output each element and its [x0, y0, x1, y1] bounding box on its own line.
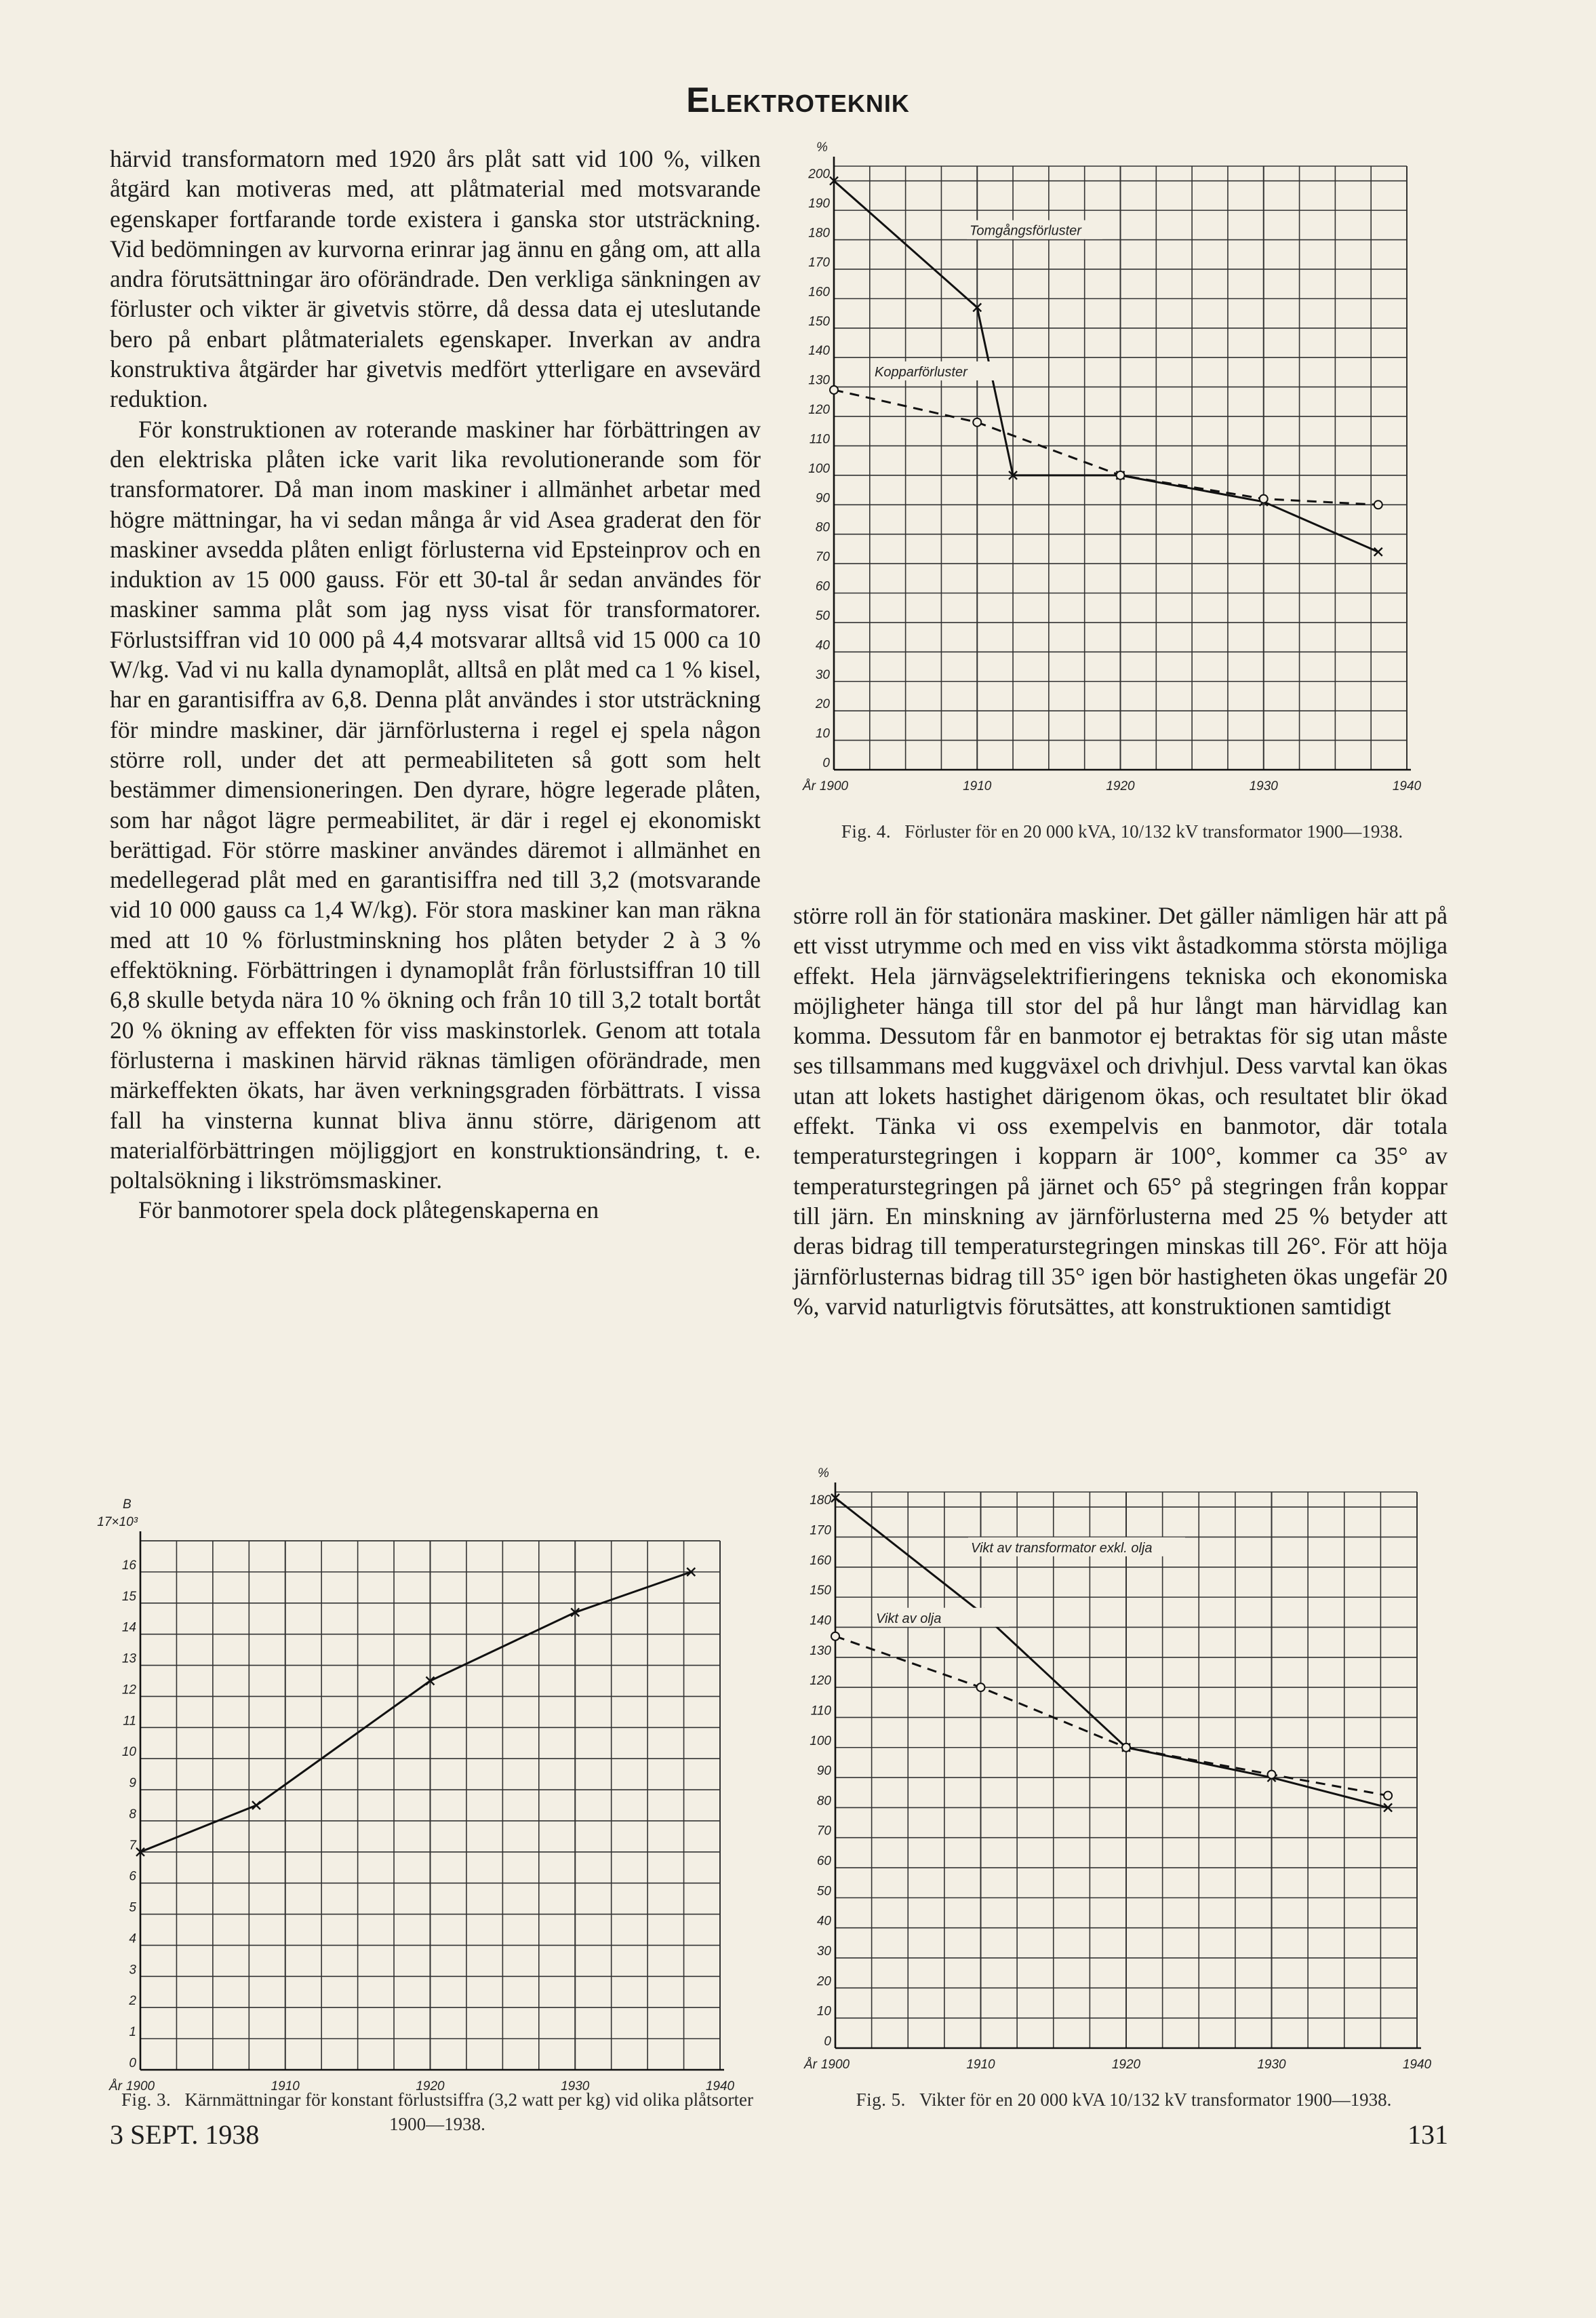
data-point	[973, 418, 981, 427]
figure-label: Fig. 3.	[121, 2089, 172, 2110]
y-tick-label: 150	[808, 314, 830, 329]
y-tick-label: 5	[129, 1900, 136, 1915]
y-tick-label: 16	[121, 1558, 136, 1573]
y-tick-label: 130	[810, 1643, 831, 1658]
data-point	[1374, 500, 1382, 509]
data-point	[1122, 1744, 1130, 1752]
series-line	[140, 1572, 691, 1852]
data-point	[1384, 1792, 1392, 1800]
y-tick-label: 180	[808, 226, 830, 241]
figure-4-chart	[793, 136, 1431, 814]
chart-grid	[140, 1541, 720, 2070]
y-tick-label: 10	[816, 2004, 831, 2019]
figure-caption-text: Förluster för en 20 000 kVA, 10/132 kV transformator 1900—1938.	[904, 821, 1403, 842]
chart-grid	[835, 1492, 1417, 2048]
series-line	[835, 1636, 1388, 1796]
y-tick-label: 120	[810, 1674, 831, 1689]
series-label: Tomgångsförluster	[970, 223, 1081, 239]
x-tick-label: 1910	[966, 2058, 995, 2072]
figure-caption-text: Vikter för en 20 000 kVA 10/132 kV transformator 1900—1938.	[919, 2089, 1392, 2110]
y-tick-label: 7	[129, 1838, 136, 1853]
y-tick-label: 80	[816, 1794, 831, 1809]
y-tick-label: 13	[121, 1651, 136, 1666]
x-tick-label: 1900	[125, 2079, 155, 2094]
x-unit-label: År	[803, 779, 816, 793]
x-unit-label: År	[109, 2079, 122, 2094]
y-tick-label: 9	[129, 1776, 136, 1791]
paragraph: härvid transformatorn med 1920 års plåt satt vid 100 %, vilken åtgärd kan motiveras med, att plåtmaterial med motsvarande egenskaper fortfarande torde existera i ganska stor utsträckning. Vid bedömningen av kurvorna erinrar jag ännu en gång om, att alla andra förutsättningar äro oförändrade. Den verkliga sänkningen av förluster och vikter är givetvis större, då dessa data ej uteslutande bero på enbart plåtmaterialets egenskaper. Inverkan av andra konstruktiva åtgärder har givetvis medfört ytterligare en avsevärd reduktion.	[110, 145, 761, 413]
y-unit-label: B	[123, 1497, 132, 1512]
figure-label: Fig. 5.	[856, 2089, 906, 2110]
x-tick-label: 1930	[561, 2079, 590, 2094]
y-tick-label: 10	[121, 1745, 136, 1760]
x-tick-label: 1940	[1392, 779, 1422, 793]
y-tick-label: 0	[822, 756, 830, 770]
figure-5-chart	[793, 1466, 1444, 2163]
y-tick-label: 40	[815, 638, 830, 653]
y-tick-label: 200	[808, 167, 830, 182]
data-point	[1268, 1771, 1276, 1779]
page-header: Elektroteknik	[686, 81, 910, 120]
figure-label: Fig. 4.	[841, 821, 892, 842]
x-tick-label: 1910	[271, 2079, 300, 2094]
figure-5-caption	[793, 2087, 1454, 2112]
data-point	[1117, 471, 1125, 479]
x-tick-label: 1920	[416, 2079, 445, 2094]
y-tick-label: 60	[815, 579, 830, 594]
y-tick-label: 90	[816, 1764, 831, 1779]
y-tick-label: 14	[121, 1620, 136, 1635]
y-tick-label: 8	[129, 1807, 136, 1822]
paragraph: För konstruktionen av roterande maskiner har förbättringen av den elektriska plåten icke varit lika revolutionerande som för transformatorer. Då man inom maskiner i allmänhet arbetar med högre mättningar, ha vi sedan många år vid Asea graderat den för maskiner avsedda plåten enligt förlusterna vid Epsteinprov och en induktion av 15 000 gauss. För ett 30-tal år sedan användes för maskiner samma plåt som jag nyss visat för transformatorer. Förlustsiffran vid 10 000 på 4,4 motsvarar alltså vid 15 000 ca 10 W/kg. Vad vi nu kalla dynamoplåt, alltså en plåt med ca 1 % kisel, har en garantisiffra av 6,8. Denna plåt användes i stor utsträckning för mindre maskiner, där järnförlusterna i regel ej spela någon större roll, under det att permeabiliteten så gott som helt bestämmer dimensioneringen. Den dyrare, högre legerade plåten, som har något lägre permeabilitet, är där i regel ej ekonomiskt berättigad. För större maskiner användes däremot i allmänhet en medellegerad plåt med en garantisiffra ned till 3,2 (motsvarande vid 10 000 gauss ca 1,4 W/kg). För stora maskiner kan man räkna med att 10 % förlustminskning hos plåten betyder 2 à 3 % effektökning. Förbättringen i dynamoplåt från förlustsiffran 10 till 6,8 skulle betyda nära 10 % ökning och från 10 till 3,2 totalt bortåt 20 % ökning av effekten för viss maskinstorlek. Genom att totala förlusterna i maskinen härvid räknas tämligen oförändrade, men märkeffekten ökats, har även verkningsgraden förbättrats. I vissa fall ha vinsterna kunnat bliva ännu större, därigenom att materialförbättringen möjliggjort en konstruktionsändring, t. e. poltalsökning i likströmsmaskiner.	[110, 415, 761, 1194]
y-tick-label: 20	[816, 1974, 831, 1989]
series-label: Kopparförluster	[875, 364, 967, 380]
x-tick-label: 1930	[1257, 2058, 1286, 2072]
y-tick-label: 70	[815, 550, 830, 565]
y-tick-label: 150	[810, 1584, 831, 1598]
y-tick-label: 80	[815, 520, 830, 535]
figure-3-chart	[97, 1492, 766, 2157]
y-tick-label: 100	[808, 461, 830, 476]
y-tick-label: 110	[810, 1704, 831, 1718]
series-line	[834, 390, 1378, 505]
data-point	[831, 1632, 839, 1641]
y-tick-label: 15	[121, 1589, 136, 1604]
y-tick-label: 70	[816, 1824, 831, 1839]
y-tick-label: 0	[129, 2056, 136, 2070]
right-column	[793, 901, 1448, 1321]
y-tick-label: 180	[810, 1493, 831, 1508]
y-tick-label: 11	[123, 1714, 136, 1729]
y-unit-label: %	[816, 140, 828, 155]
x-tick-label: 1930	[1249, 779, 1278, 793]
x-tick-label: 1940	[705, 2079, 735, 2094]
paragraph: större roll än för stationära maskiner. Det gäller nämligen här att på ett visst utrymme och med en viss vikt åstadkomma största möjliga effekt. Hela järnvägselektrifieringens tekniska och ekonomiska möjligheter hänga till stor del på hur långt man härvidlag kan komma. Dessutom får en banmotor ej betraktas för sig utan måste ses tillsammans med kuggväxel och drivhjul. Dess varvtal kan ökas utan att lokets hastighet därigenom ökas, och resultatet blir ökad effekt. Tänka vi oss exempelvis en banmotor, där totala temperaturstegringen i kopparn är 100°, kommer ca 35° av temperaturstegringen på järnet och 65° på stegringen från koppar till järn. En minskning av järnförlusterna med 25 % betyder att deras bidrag till temperaturstegringen minskas till 26°. För att höja järnförlusternas bidrag till 35° igen bör hastigheten ökas ungefär 20 %, varvid naturligtvis förutsättes, att konstruktionen samtidigt	[793, 902, 1448, 1320]
y-tick-label: 60	[816, 1854, 831, 1869]
y-tick-label: 110	[809, 432, 830, 447]
y-tick-label: 30	[816, 1944, 831, 1959]
y-tick-label: 4	[129, 1931, 136, 1946]
figure-4-caption	[793, 819, 1451, 844]
x-tick-label: 1900	[819, 779, 849, 793]
y-tick-label: 140	[808, 344, 830, 359]
y-tick-label: 190	[808, 197, 830, 212]
series-label: Vikt av olja	[876, 1611, 942, 1626]
y-tick-label: 20	[815, 697, 830, 712]
y-tick-label: 160	[808, 285, 830, 300]
y-tick-label: 30	[815, 667, 830, 682]
y-tick-label: 160	[810, 1553, 831, 1568]
footer-date: 3 SEPT. 1938	[110, 2119, 260, 2150]
y-tick-label: 100	[810, 1733, 831, 1748]
y-tick-label: 50	[816, 1884, 831, 1899]
data-point	[1374, 548, 1382, 556]
y-tick-label: 140	[810, 1613, 831, 1628]
left-column	[110, 144, 761, 1225]
x-tick-label: 1920	[1106, 779, 1135, 793]
y-unit-label: %	[818, 1466, 829, 1480]
x-tick-label: 1910	[963, 779, 992, 793]
y-tick-label: 10	[815, 726, 830, 741]
y-tick-label: 2	[129, 1994, 136, 2009]
y-tick-label: 3	[129, 1963, 136, 1978]
y-tick-label: 170	[808, 255, 830, 270]
data-point	[252, 1801, 260, 1809]
x-tick-label: 1920	[1111, 2058, 1141, 2072]
x-tick-label: 1900	[820, 2058, 850, 2072]
x-tick-label: 1940	[1402, 2058, 1432, 2072]
y-tick-label: 40	[816, 1914, 831, 1929]
y-tick-label: 12	[121, 1683, 136, 1697]
y-tick-label: 170	[810, 1523, 831, 1538]
data-point	[977, 1683, 985, 1691]
y-tick-label: 120	[808, 403, 830, 418]
y-tick-label: 90	[815, 491, 830, 506]
y-tick-label: 50	[815, 608, 830, 623]
page-number: 131	[1408, 2119, 1448, 2150]
y-tick-label: 130	[808, 373, 830, 388]
y-tick-label: 6	[129, 1869, 136, 1884]
y-top-label: 17×10³	[97, 1515, 138, 1529]
series-label: Vikt av transformator exkl. olja	[971, 1540, 1153, 1556]
data-point	[830, 386, 838, 394]
figure-caption-text: Kärnmättningar för konstant förlustsiffra (3,2 watt per kg) vid olika plåtsorter 1900—1938.	[184, 2089, 754, 2134]
paragraph: För banmotorer spela dock plåtegenskaperna en	[138, 1196, 599, 1224]
y-tick-label: 1	[129, 2025, 136, 2040]
data-point	[1260, 495, 1268, 503]
y-tick-label: 0	[824, 2035, 831, 2049]
x-unit-label: År	[804, 2058, 817, 2072]
